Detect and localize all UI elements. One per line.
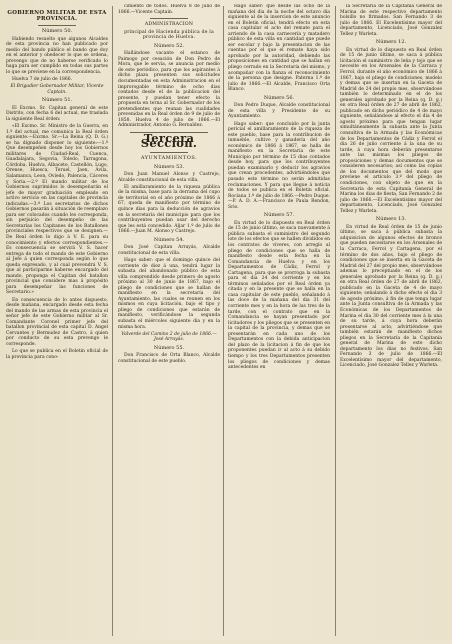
notice-number: Número 54.	[153, 236, 185, 243]
notice-number: Número 50.	[41, 28, 73, 35]
notice-paragraph: El Excmo. Sr. Capitan general de este Distrito, con fecha 6 del actual, me traslada la siguiente Real órden:	[6, 105, 108, 122]
notice-paragraph: En virtud de lo dispuesto en Real órden de 15 de junio último, se saca nuevamente á pública subasta el suministro del segundo lote de los efectos que se hallen divididos en los contratos de víveres, con arreglo al pliego de condiciones que se halla de manifiesto desde esta fecha en la Comandancia de Huelva y en los Departamentos de Cádiz, Ferrol y Cartagena, para que se prorroga la subasta para el dia 24 del corriente y en los términos señalados por el Real órden ya citada y en la presente que se halla en la casa capitular de este pueblo, señalando á las doce de la mañana del dia 31 del corriente mes y en la hora de las tres de la tarde, con el contrato que en la Comandancia se hayan presentado por licitadores y los pliegos que se presenten en la capital de la provincia, y demas que se presentarán en cada uno de los Departamentos con la debida anticipacion del plazo de la licitacion á fin de que los proponentes puedan ir al acto á su debido tiempo y los tres Departamentos presenten los pliegos de condiciones y demas antecedentes en	[228, 220, 330, 371]
notice-paragraph: Lo que se publica en el Boletin oficial de la provincia para cono-	[6, 349, 108, 360]
notice-number: Número 57.	[263, 212, 295, 219]
notice-paragraph: Don Juan Manuel Alonso y Castrejo, Alcalde constitucional de esta villa.	[118, 172, 220, 183]
notice-paragraph: En consecuencia de lo antes dispuesto, desde mañana, encargado desde esta fecha del mando de las armas de esta provincia el señor jefe de este Gobierno militar al Sr. Comandante Coronel primer jefe del batallon provincial de esta capital D. Angel Cervantes y Bermudez de Castro, á quien por conducto de su esta prevengo le corresponde.	[6, 297, 108, 347]
notice-paragraph: Hago saber: que concluido por la junta pericial el amillaramiento de la riqueza de este pueblo, base para la contribucion de inmueble, cultivo y ganadería del año económico de 1866 á 1867, se halla de manifiesto en la Secretaría de este Municipio por término de 15 dias contados desde hoy, para que los contribuyentes puedan examinarlo y deducir los agravios que crean procedentes, advirtiéndoles que pasado este término no serán admitidas reclamaciones. Y para que llegue á noticia de todos se publica en el Boletin oficial. Rociana 1.º de julio de 1866.—Pedro Duque.—P. A. D. A.—Francisco de Paula Rendon, Srio.	[228, 121, 330, 210]
section-heading: ADMINISTRACION	[144, 22, 194, 28]
notice-paragraph: Don José Capitan Arrayás, Alcalde constitucional de esta villa.	[118, 245, 220, 256]
section-title: Tercera Seccion.	[140, 130, 198, 151]
notice-number: Número 12.	[375, 39, 407, 46]
section-subtitle: AYUNTAMIENTOS.	[140, 155, 198, 162]
column-divider	[223, 6, 224, 636]
notice-number: Número 52.	[153, 42, 185, 49]
section-subheading: principal de Hacienda pública de la provincia de Huelva.	[124, 29, 214, 41]
notice-paragraph: «El Excmo. Sr. Ministro de la Guerra, en 1.º del actual, me comunica la Real órden siguiente.—Excmo. Sr.—La Reina (Q. D. G.) se ha dignado disponer lo siguiente:—1.º Que desempeñen desde hoy los Gobiernos militares de Ciudad-Real, Cuenca, Guadalajara, Segovia, Toledo, Tarragona, Córdoba, Huelva, Albacete, Castellón, Lugo, Orense, Huesca, Teruel, Jaen, Ávila, Salamanca, Leon, Oviedo, Palencia, Cáceres y Soria.—2.º El mando militar de los Gobiernos suprimidos lo desempeñarán el jefe de mayor graduación empleado en activo servicio en las capitales de provincia indicadas.—3.º Los secretarios de dichos Gobiernos pasarán á situación de reemplazo para ser colocados cuando les corresponda, sin perjuicio del desempeño de las Secretarías los Capitanes de los Batallones provinciales respectivos que se designen.—De Real órden lo digo á V. E. para su conocimiento y efectos correspondientes.—Es consecuencia se servirá V. S. hacer entrega de todo el mando de este Gobierno al Jefe á quien corresponda según lo que queda expresado, y al cual prevendrá V. S. que al participarme haberse encargado del mando, proponga el Capitan del batallon provincial que considere mas á propósito para desempeñar las funciones de Secretario.»	[6, 124, 108, 296]
notice-number: Número 55.	[153, 344, 185, 351]
column-divider	[112, 6, 113, 636]
column-divider	[335, 6, 336, 636]
divider	[38, 25, 76, 26]
column-1	[6, 10, 108, 644]
column-3	[228, 4, 330, 638]
notice-date: Huelva 7 de julio de 1866.	[12, 77, 73, 83]
notice-paragraph: Hago saber: que el domingo quince del corriente de diez á una, tendrá lugar la subasta del abandonado público de esta villa comprendido desde primero de agosto próximo al 30 de junio de 1867, bajo el pliego de condiciones que se hallan de manifiesto en la secretaría del Ayuntamiento, las cuales se reunen en los mismos en cuya licitación, bajo el tipo y pliego de condiciones que estarán de manifiesto, verificándose la segunda subasta el miércoles siguiente dia y en la misma hora.	[118, 257, 220, 330]
notice-number: Número 56.	[263, 94, 295, 101]
notice-paragraph: Don Francisco de Orta Blanco, Alcalde constitucional de este pueblo.	[118, 353, 220, 364]
divider	[150, 18, 188, 19]
notice-paragraph: Hallándose vacante el estanco de Paimogo por cesación de Don Pedro de Mora, que le servia, se anuncia por medio de este periódico, para que los aspirantes á dicho plaza presenten sus solicitudes documentadas en esta Administracion en el improrogable término de ocho dias contados desde el de la publicacion del presente, y puedan tener efecto la propuesta en terna al Sr. Gobernador de los pretendientes que reunan las cualidades prevenidas en la Real órden de 9 de julio de 1858. Huelva 4 de julio de 1866.—El Administrador, Antonio G. Bernaldez.	[118, 51, 220, 129]
notice-signature: El Brigadier Gobernador Militar, Vicente Captain.	[10, 84, 104, 95]
notice-paragraph: Don Pedro Duque, Alcalde constitucional de esta villa y Presidente de su Ayuntamiento.	[228, 103, 330, 120]
section-heading: GOBIERNO MILITAR DE ESTA PROVINCIA.	[7, 10, 107, 22]
notice-paragraph: la Secretaría de la Capitanía General de Marina de este respectivo departamento bolsillo no firmados. San Fernando 3 de julio de 1866. El Excelentísimo mayor del departamento, Licenciado, José Gonzalez Tellez y Warleta.	[340, 4, 442, 37]
notice-paragraph: Hago saber: que desde las ocho de la mañana del dia de la noche del octavo dia siguiente al de la insercion de este anuncio en el Boletin oficial, tendrá efecto en esta casa capitular el acto del remate para el arriendo de la casa carnecería y matadero público de esta villa en cantidad que puede ser escolar y bajo la presentacion de las cuentas por el que el remate haya sido aprobado por la autoridad, debiendo las proposiciones en cantidad que se hallan en pliego cerrado en la Secretaría del mismo, y acompañar con la fianza el reconocimiento de la persona que designe. Paterna 1.º de julio de 1866.—El Alcalde, Francisco Orta Blanco.	[228, 4, 330, 93]
notice-paragraph: Habiendo resuelto que algunos Alcaldes de esta provincia no han publicado por medio del bando público el bando que doy en el anterior y obedecer lo que se ordena, prevengo que de no haberse verificado lo haga para ser cumplido en todas sus partes lo que se previene en la correspondencia.	[6, 36, 108, 75]
divider	[150, 152, 188, 153]
column-2	[118, 4, 220, 638]
notice-paragraph: El amillaramiento de la riqueza pública de la misma, base para la derrama del cupo de territorial en el año próximo de 1866 á 67, queda de manifiesto por término de quince dias para la deducción de agravios en la secretaría del municipio para que los contribuyentes puedan usar del derecho que les está concedido. Aljar 1.º de julio de 1866.—Juan M. Alonso y Castrejo.	[118, 184, 220, 235]
notice-number: Número 13.	[375, 216, 407, 223]
column-4	[340, 4, 442, 638]
notice-paragraph: En virtud de Real órden de 15 de junio último, se saca á pública subasta la adquisicion de algunos efectos de bronce que pueden necesitarse en los Arsenales de la Carraca, Ferrol y Cartagena, por el término de dos años, bajo el pliego de condiciones que se inserta en la Gaceta de Madrid del 27 del propio mes, observándose ademas lo preceptuado en el de los generales aprobado por la Reina (q. D. g.) en otra Real órden de 27 de abril de 1862, publicado en la Gaceta de 4 de mayo siguiente; señalando á dicho efecto el dia 3 de agosto próximo, á fin de que tenga lugar ante la Junta consultiva de la Armada y las Económicas de los Departamentos de Marina el dia 30 del corriente mes á la una de su tarde, á cuya hora deberán presentarse al acto, advirtiéndose que también estarán de manifiesto dichos pliegos en la Secretaría de la Capitanía general de Marina de este dicho departamento los dias no festivos. San Fernando 3 de julio de 1866.—El Excelentísimo mayor del departamento, Licenciado, José Gonzalez Tellez y Warleta.	[340, 224, 442, 369]
notice-paragraph: cimiento de todos. Huelva 8 de julio de 1866.—Vicente Captain.	[118, 4, 220, 15]
notice-number: Número 51.	[41, 97, 73, 104]
notice-number: Número 53.	[153, 163, 185, 170]
notice-signature: Valverde del Camino 2 de julio de 1866.—José Arrayás.	[121, 331, 217, 343]
notice-paragraph: En virtud de lo dispuesto en Real órden de 15 de junio último, se saca á pública licitación el suministro de leña y tojo que se necesite en los Arsenales de la Carraca y Ferrol, durante el año económico de 1866 á 1867, bajo el pliego de condiciones, modelo y demas que se insertan en la Gaceta de Madrid de 24 del propio mes, observándose también lo determinado en el de los generales aprobado por la Reina (q. D. g.) en otra Real órden de 27 de abril de 1862, publicado en dicho periódico de 4 de mayo siguiente, señalándose al efecto el dia 4 de agosto próximo para que tengan lugar simultáneamente la subasta ante la Junta consultiva de la Armada y las Económicas de los Departamentos de Cádiz y Ferrol el dia 26 de julio corriente á la una de su tarde, á cuya hora deberán presentarse ante las mismas los pliegos de proposiciones y demas documentos que se consideren necesarios; así como las copias de los documentos que del modo que previene el artículo 3.º del pliego de condiciones, con objeto de que en la Secretaría de esta Capitanía General de Marina los dias de fiesta, San Fernando 2 de julio de 1866.—El Excelentísimo mayor del departamento, Licenciado, José Gonzalez Tellez y Warleta.	[340, 47, 442, 214]
